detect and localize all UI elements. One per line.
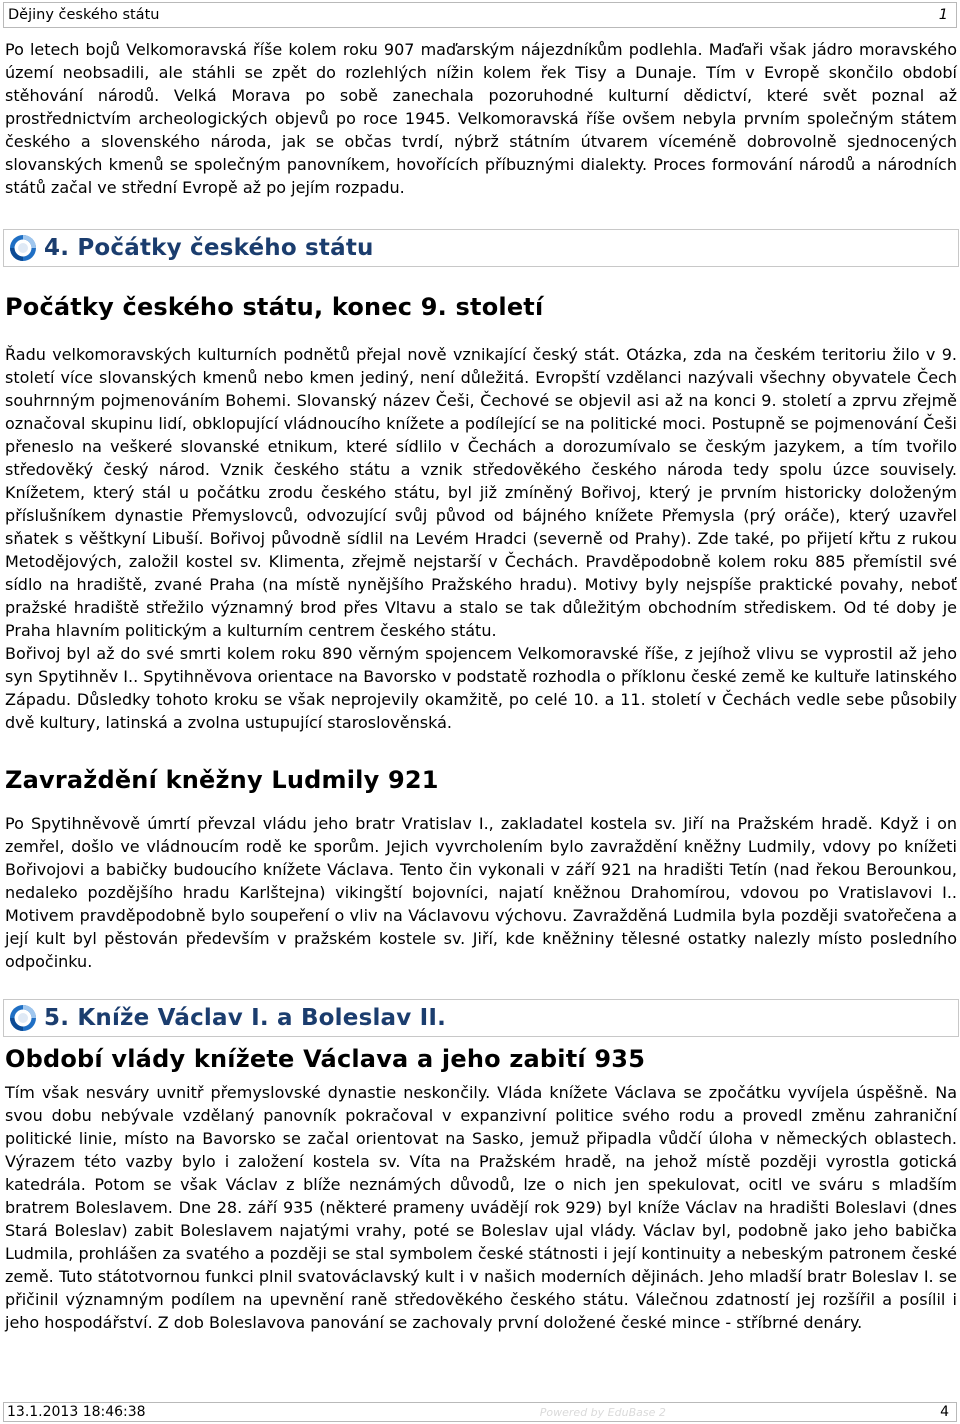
header-page-number: 1	[938, 7, 948, 23]
powered-by-text: Powered by EduBase 2	[539, 1405, 666, 1419]
document-title: Dějiny českého státu	[8, 7, 160, 23]
chapter-5-heading	[3, 999, 959, 1037]
section-pocatky-heading: Počátky českého státu, konec 9. století	[5, 293, 544, 321]
section-vaclav-heading: Období vlády knížete Václava a jeho zabití 935	[5, 1045, 646, 1073]
footer-timestamp: 13.1.2013 18:46:38	[7, 1404, 146, 1420]
intro-paragraph: Po letech bojů Velkomoravská říše kolem roku 907 maďarským nájezdníkům podlehla. Maďaři však jádro moravského území neobsadili, ale stáhli se zpět do rozlehlých nížin kolem řek Tisy a Dunaje. Tím v Evropě skončilo období stěhování národů. Velká Morava po sobě zanechala pozoruhodné kulturní dědictví, které svět poznal až prostřednictvím archeologických objevů po roce 1945. Velkomoravská říše ovšem nebyla prvním společným státem českého a slovenského národa, jak se občas tvrdí, nýbrž státním útvarem víceméně dobrovolně sjednocených slovanských kmenů se společným panovníkem, hovořících příbuznými dialekty. Proces formování národů a národních států začal ve střední Evropě až po jejím rozpadu.	[5, 40, 957, 197]
document-body	[5, 38, 957, 1334]
page-footer	[3, 1402, 957, 1422]
chapter-4-heading	[3, 229, 959, 267]
chapter-5-title: 5. Kníže Václav I. a Boleslav II.	[44, 1005, 447, 1031]
section-pocatky-paragraph-1: Řadu velkomoravských kulturních podnětů přejal nově vznikající český stát. Otázka, zda na českém teritoriu žilo v 9. století více slovanských kmenů nebo kmen jediný, není důležitá. Evropští vzdělanci nazývali všechny obyvatele Čech souhrnným pojmenováním Bohemi. Slovanský název Češi, Čechové se objevil asi až na konci 9. století a zprvu zřejmě označoval skupinu lidí, obklopující vládnoucího knížete a podílející se na politické moci. Postupně se pojmenování Češi přeneslo na veškeré slovanské etnikum, které sídlilo v Čechách a dorozumívalo se českým jazykem, a tím tvořilo středověký český národ. Vznik českého státu a vznik středověkého českého národa tedy spolu úzce souvisely. Knížetem, který stál u počátku zrodu českého státu, byl již zmíněný Bořivoj, který je prvním historicky doloženým příslušníkem dynastie Přemyslovců, odvozující svůj původ od bájného knížete Přemysla (prý oráče), který uzavřel sňatek s věštkyní Libuší. Bořivoj původně sídlil na Levém Hradci (severně od Prahy). Zde také, po přijetí křtu z rukou Metodějových, založil kostel sv. Klimenta, zřejmě nejstarší v Čechách. Pravděpodobně kolem roku 885 přemístil své sídlo na hradiště, zvané Praha (na místě nynějšího Pražského hradu). Motivy byly nejspíše praktické povahy, neboť pražské hradiště střežilo významný brod přes Vltavu a stalo se tak důležitým obchodním střediskem. Od té doby je Praha hlavním politickým a kulturním centrem českého státu.	[5, 345, 957, 640]
page-header	[3, 2, 957, 28]
section-ludmila-paragraph: Po Spytihněvově úmrtí převzal vládu jeho bratr Vratislav I., zakladatel kostela sv. Jiří na Pražském hradě. Když i on zemřel, došlo ve vládnoucím rodě ke sporům. Jejich vyvrcholením bylo zavraždění kněžny Ludmily, vdovy po knížeti Bořivojovi a babičky budoucího knížete Václava. Tento čin vykonali v září 921 na hradišti Tetín (nad řekou Berounkou, nedaleko pozdějšího hradu Karlštejna) vikingští bojovníci, najatí kněžnou Drahomírou, vdovou po Vratislavovi I.. Motivem pravděpodobně bylo soupeření o vliv na Václavovu výchovu. Zavražděná Ludmila byla později svatořečena a její kult byl pěstován především v pražském kostele sv. Jiří, kde kněžniny tělesné ostatky nalezly místo posledního odpočinku.	[5, 814, 957, 971]
section-pocatky-paragraph-2: Bořivoj byl až do své smrti kolem roku 890 věrným spojencem Velkomoravské říše, z jejíhož vlivu se vyprostil až jeho syn Spytihněv I.. Spytihněvova orientace na Bavorsko v podstatě rozhodla o příklonu české země ke kultuře latinského Západu. Důsledky tohoto kroku se však neprojevily okamžitě, po celé 10. a 11. století v Čechách vedle sebe působily dvě kultury, latinská a zvolna ustupující staroslověnská.	[5, 644, 957, 732]
chapter-circle-icon	[8, 1003, 38, 1033]
chapter-4-title: 4. Počátky českého státu	[44, 235, 374, 261]
section-vaclav-paragraph: Tím však nesváry uvnitř přemyslovské dynastie neskončily. Vláda knížete Václava se zpočátku vyvíjela úspěšně. Na svou dobu nebývale vzdělaný panovník pokračoval v expanzivní politice svého rodu a provedl změnu zahraniční politické linie, místo na Bavorsko se začal orientovat na Sasko, jemuž připadla vůdčí úloha v německých oblastech. Výrazem této vazby bylo i založení kostela sv. Víta na Pražském hradě, na jehož místě později vyrostla gotická katedrála. Potom se však Václav z blíže neznámých důvodů, lze o nich jen spekulovat, ocitl ve sváru s mladším bratrem Boleslavem. Dne 28. září 935 (některé prameny uvádějí rok 929) byl kníže Václav na hradišti Boleslavi (dnes Stará Boleslav) zabit Boleslavem najatými vrahy, poté se Boleslav ujal vlády. Václav byl, podobně jako jeho babička Ludmila, prohlášen za svatého a později se stal symbolem české státnosti i její kontinuity a nebeským patronem české země. Tuto státotvornou funkci plnil svatováclavský kult i v našich moderních dějinách. Jeho mladší bratr Boleslav I. se přičinil významným podílem na upevnění raně středověkého českého státu. Válečnou zdatností jej rozšířil a posílil i jeho hospodářství. Z dob Boleslavova panování se zachovaly první doložené české mince - stříbrné denáry.	[5, 1083, 957, 1332]
footer-page-number: 4	[940, 1404, 949, 1420]
section-ludmila-heading: Zavraždění kněžny Ludmily 921	[5, 766, 439, 794]
chapter-circle-icon	[8, 233, 38, 263]
